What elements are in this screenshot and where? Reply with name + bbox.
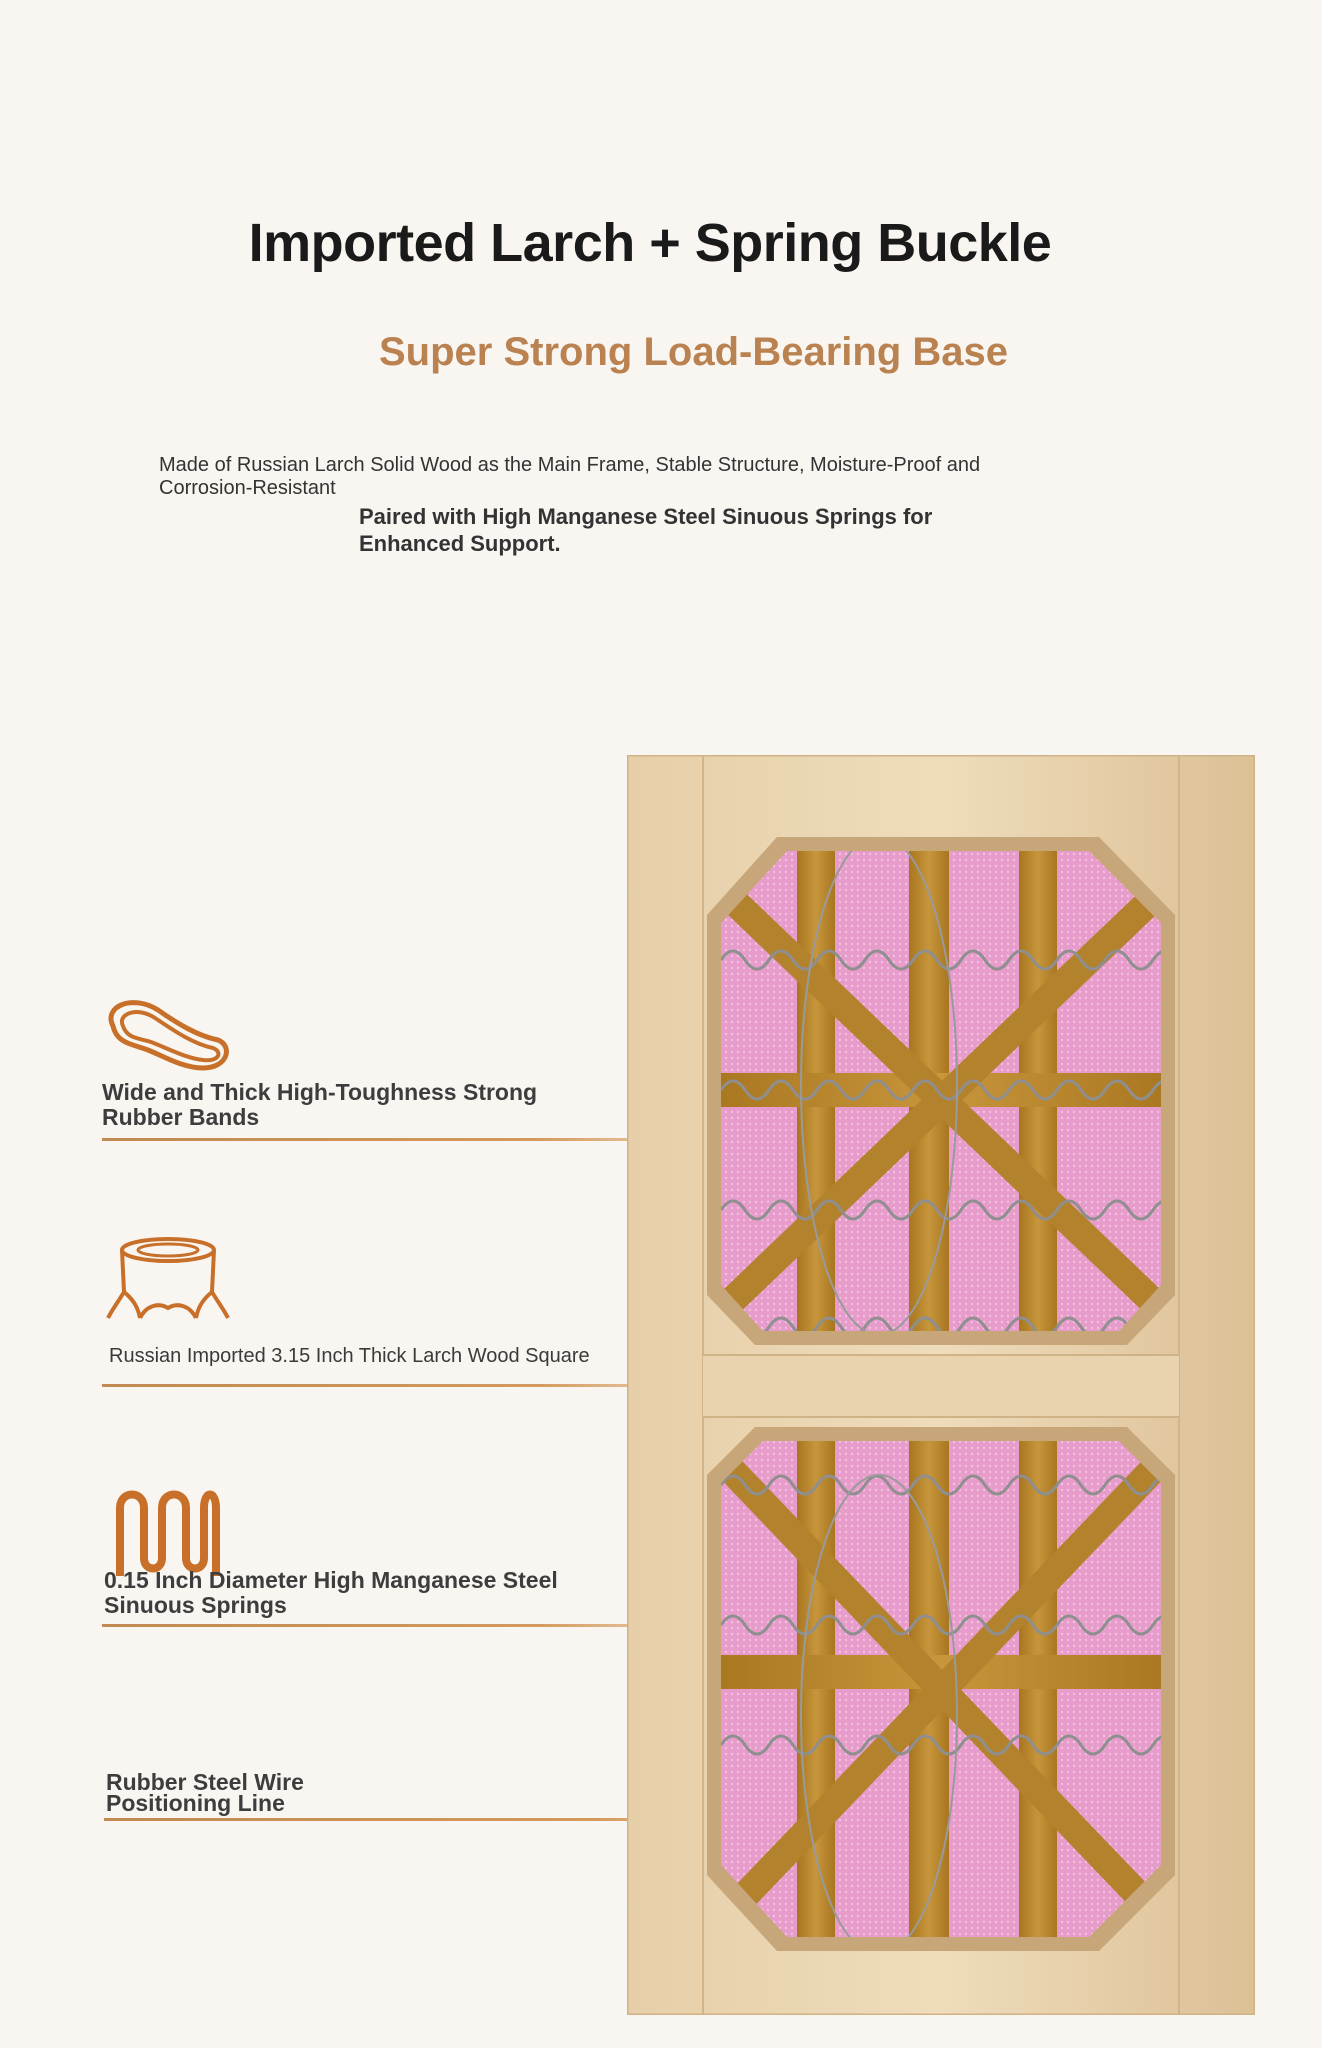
feature-label-springs: 0.15 Inch Diameter High Manganese Steel Sinuous Springs [104,1567,558,1618]
page-title: Imported Larch + Spring Buckle [248,213,1052,273]
highlight-text: Paired with High Manganese Steel Sinuous Springs for Enhanced Support. [359,504,933,556]
feature-label-positioning-line: Rubber Steel Wire Positioning Line [106,1769,304,1816]
page-subtitle: Super Strong Load-Bearing Base [379,330,1008,374]
description-text: Made of Russian Larch Solid Wood as the Main Frame, Stable Structure, Moisture-Proof and Corrosion-Resistant [159,454,981,499]
spring-icon [114,1488,222,1578]
feature-label-larch-wood: Russian Imported 3.15 Inch Thick Larch Wood Square [109,1345,590,1367]
rubber-band-icon [103,996,233,1072]
tree-stump-icon [106,1236,230,1326]
feature-label-rubber-bands: Wide and Thick High-Toughness Strong Rubber Bands [102,1079,538,1130]
bed-base-image [627,755,1255,2020]
